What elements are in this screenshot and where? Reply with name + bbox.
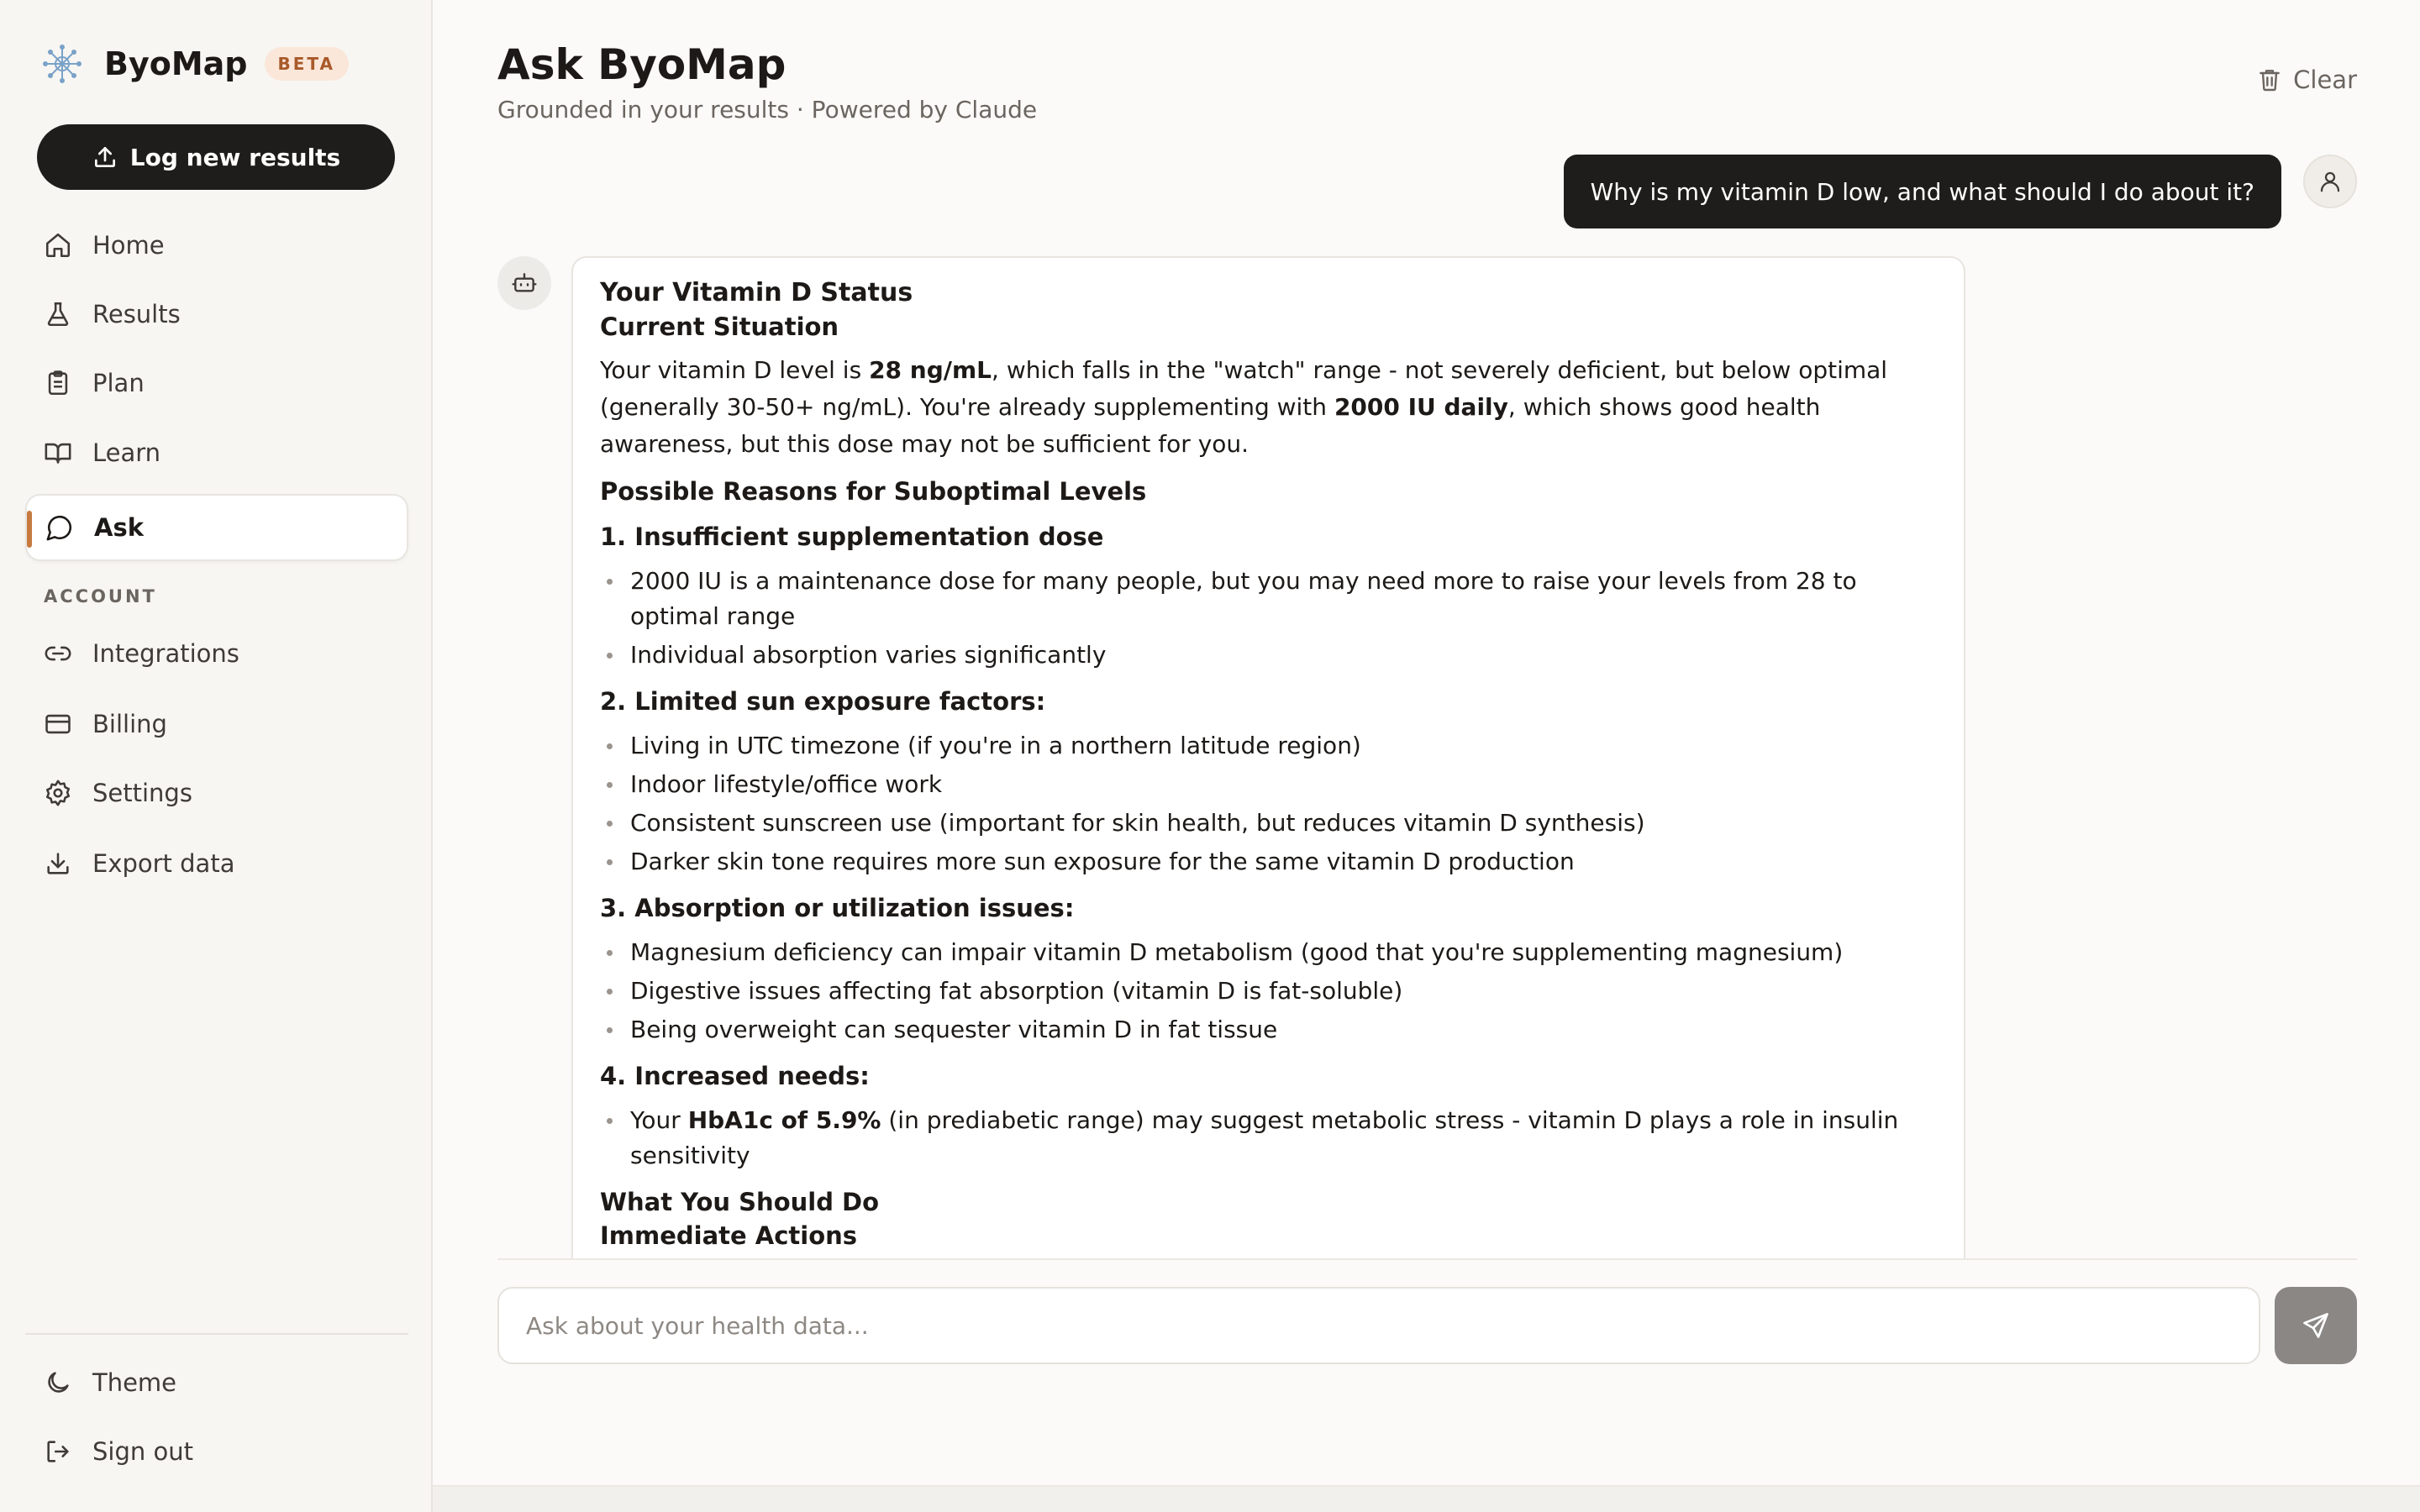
- sidebar-item-billing[interactable]: [25, 690, 408, 758]
- page-subtitle: Grounded in your results · Powered by Claude: [497, 96, 1038, 123]
- log-new-results-label: Log new results: [129, 143, 341, 171]
- clear-label: Clear: [2293, 66, 2357, 94]
- sidebar-item-ask[interactable]: [25, 494, 408, 561]
- sidebar: [0, 0, 433, 1512]
- sidebar-item-settings[interactable]: [25, 759, 408, 827]
- list-item: Indoor lifestyle/office work: [600, 767, 1937, 802]
- sidebar-item-label: Plan: [92, 369, 145, 397]
- immediate-actions-heading: Immediate Actions: [600, 1221, 858, 1250]
- list-item: Your HbA1c of 5.9% (in prediabetic range) may suggest metabolic stress - vitamin D plays a role in insulin sensitivity: [600, 1103, 1937, 1173]
- log-new-results-button[interactable]: [37, 124, 395, 190]
- sidebar-item-label: Learn: [92, 438, 161, 467]
- sidebar-divider: [25, 1333, 408, 1335]
- list-item: Digestive issues affecting fat absorption (vitamin D is fat-soluble): [600, 974, 1937, 1009]
- user-icon: [2317, 169, 2343, 194]
- sidebar-item-label: Home: [92, 231, 165, 260]
- chat-icon: [45, 513, 74, 542]
- reason-4-list: [600, 1103, 1937, 1173]
- credit-card-icon: [44, 710, 72, 738]
- list-item: 2000 IU is a maintenance dose for many people, but you may need more to raise your levels from 28 to optimal range: [600, 564, 1937, 634]
- sidebar-item-label: Billing: [92, 710, 167, 738]
- flask-icon: [44, 300, 72, 328]
- sidebar-item-learn[interactable]: [25, 419, 408, 486]
- main-panel: [433, 0, 2420, 1512]
- trash-icon: [2256, 66, 2283, 93]
- sign-out-button[interactable]: [25, 1418, 408, 1485]
- assistant-message: [571, 256, 1965, 1258]
- upload-icon: [92, 144, 118, 171]
- reason-4-heading: 4. Increased needs:: [600, 1062, 870, 1090]
- sidebar-item-label: Theme: [92, 1368, 177, 1397]
- list-item: Individual absorption varies significantly: [600, 638, 1937, 673]
- sidebar-item-label: Sign out: [92, 1437, 193, 1466]
- brand[interactable]: [42, 42, 349, 86]
- reason-2-list: [600, 728, 1937, 879]
- list-item: Living in UTC timezone (if you're in a northern latitude region): [600, 728, 1937, 764]
- sidebar-item-home[interactable]: [25, 212, 408, 279]
- ask-input[interactable]: [497, 1287, 2260, 1364]
- page-title: Ask ByoMap: [497, 40, 786, 89]
- reason-1-list: [600, 564, 1937, 673]
- user-avatar: [2303, 155, 2357, 208]
- reason-2-heading: 2. Limited sun exposure factors:: [600, 687, 1046, 716]
- sidebar-item-label: Export data: [92, 849, 235, 878]
- list-item: Being overweight can sequester vitamin D in fat tissue: [600, 1012, 1937, 1047]
- beta-badge: BETA: [265, 47, 349, 81]
- book-icon: [44, 438, 72, 467]
- sidebar-item-integrations[interactable]: [25, 620, 408, 687]
- composer-divider: [497, 1258, 2357, 1260]
- theme-toggle[interactable]: [25, 1349, 408, 1416]
- sign-out-icon: [44, 1437, 72, 1466]
- reason-3-list: [600, 935, 1937, 1047]
- sidebar-item-export-data[interactable]: [25, 830, 408, 897]
- current-situation-heading: Current Situation: [600, 312, 839, 341]
- sidebar-item-plan[interactable]: [25, 349, 408, 417]
- chat-scroll-area[interactable]: [433, 252, 2357, 1258]
- brand-name: ByoMap: [104, 45, 248, 82]
- sidebar-item-label: Ask: [94, 513, 144, 542]
- list-item: Consistent sunscreen use (important for skin health, but reduces vitamin D synthesis): [600, 806, 1937, 841]
- download-icon: [44, 849, 72, 878]
- sidebar-item-label: Results: [92, 300, 181, 328]
- sidebar-item-label: Settings: [92, 779, 192, 807]
- clipboard-icon: [44, 369, 72, 397]
- user-message-text: Why is my vitamin D low, and what should I do about it?: [1590, 177, 2254, 206]
- link-icon: [44, 639, 72, 668]
- sidebar-item-results[interactable]: [25, 281, 408, 348]
- user-message: [1564, 155, 2281, 228]
- account-section-label: ACCOUNT: [44, 586, 157, 606]
- reason-3-heading: 3. Absorption or utilization issues:: [600, 894, 1075, 922]
- list-item: Darker skin tone requires more sun exposure for the same vitamin D production: [600, 844, 1937, 879]
- home-icon: [44, 231, 72, 260]
- bottom-strip: [433, 1485, 2420, 1512]
- byomap-logo-icon: [42, 44, 82, 84]
- moon-icon: [44, 1368, 72, 1397]
- gear-icon: [44, 779, 72, 807]
- list-item: Magnesium deficiency can impair vitamin D metabolism (good that you're supplementing magnesium): [600, 935, 1937, 970]
- send-icon: [2301, 1310, 2331, 1341]
- sidebar-item-label: Integrations: [92, 639, 239, 668]
- reasons-heading: Possible Reasons for Suboptimal Levels: [600, 477, 1147, 506]
- reason-1-heading: 1. Insufficient supplementation dose: [600, 522, 1104, 551]
- send-button[interactable]: [2275, 1287, 2357, 1364]
- what-to-do-heading: What You Should Do: [600, 1188, 880, 1216]
- clear-button[interactable]: [2256, 66, 2357, 94]
- assistant-title: Your Vitamin D Status: [600, 278, 913, 307]
- intro-paragraph: Your vitamin D level is 28 ng/mL, which falls in the "watch" range - not severely deficient, but below optimal (generally 30-50+ ng/mL). You're already supplementing with 2000 IU daily, which shows good health awareness, but this dose may not be sufficient for you.: [600, 356, 1888, 458]
